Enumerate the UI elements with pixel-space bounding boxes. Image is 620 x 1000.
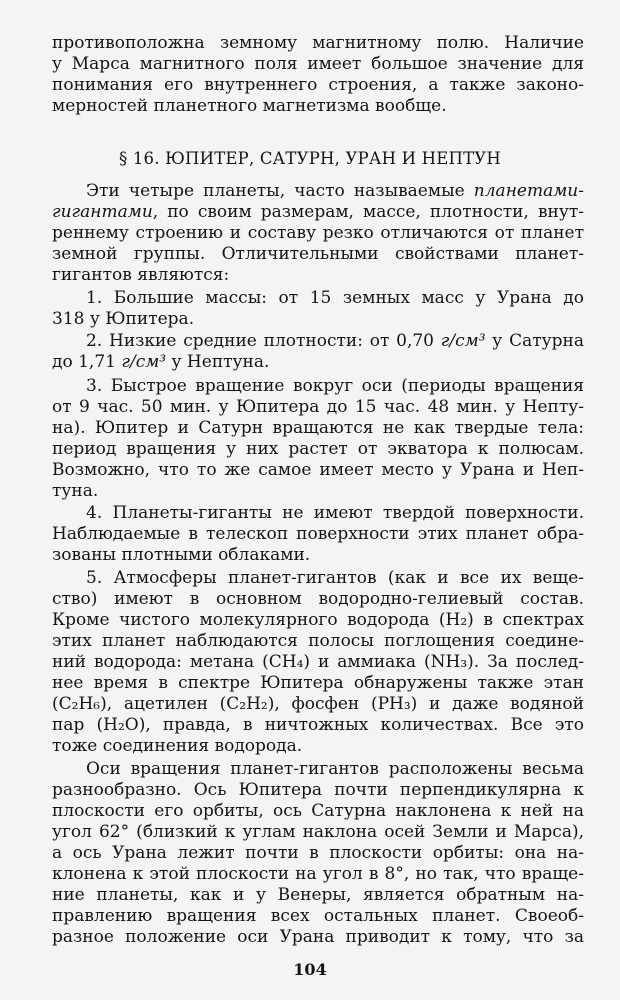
page-number: 104: [293, 960, 327, 979]
list-item: 3. Быстрое вращение вокруг оси (периоды вращения: [86, 376, 584, 396]
text-line: земной группы. Отличительными свойствами планет-: [52, 244, 584, 264]
section-heading: § 16. ЮПИТЕР, САТУРН, УРАН И НЕПТУН: [118, 149, 502, 168]
text-line: пар (H₂O), правда, в ничтожных количествах. Все это: [52, 715, 584, 735]
text-line: нее время в спектре Юпитера обнаружены также этан: [52, 673, 584, 693]
text-line: угол 62° (близкий к углам наклона осей Земли и Марса),: [52, 822, 584, 842]
text-line: 318 у Юпитера.: [52, 309, 195, 329]
list-item: 1. Большие массы: от 15 земных масс у Урана до: [86, 288, 584, 308]
text-line: а ось Урана лежит почти в плоскости орбиты: она на-: [52, 843, 584, 863]
text-line: период вращения у них растет от экватора к полюсам.: [52, 439, 584, 459]
text-line: Наблюдаемые в телескоп поверхности этих планет обра-: [52, 524, 584, 544]
text-line: зованы плотными облаками.: [52, 545, 311, 565]
text-line: гигантами, по своим размерам, массе, плотности, внут-: [52, 202, 584, 222]
list-item: 4. Планеты-гиганты не имеют твердой поверхности.: [86, 503, 584, 523]
text-line: понимания его внутреннего строения, а также законо-: [52, 75, 584, 95]
text-line: ний водорода: метана (CH₄) и аммиака (NH₃). За послед-: [52, 652, 584, 672]
text-line: у Марса магнитного поля имеет большое значение для: [52, 54, 584, 74]
text-line: клонена к этой плоскости на угол в 8°, но так, что враще-: [52, 864, 584, 884]
text-line: (C₂H₆), ацетилен (C₂H₂), фосфен (PH₃) и даже водяной: [52, 694, 584, 714]
text-line: плоскости его орбиты, ось Сатурна наклонена к ней на: [52, 801, 584, 821]
text-line: мерностей планетного магнетизма вообще.: [52, 96, 447, 116]
list-item: 2. Низкие средние плотности: от 0,70 г/см³ у Сатурна: [86, 331, 584, 351]
text-line: гигантов являются:: [52, 265, 230, 285]
text-line: от 9 час. 50 мин. у Юпитера до 15 час. 48 мин. у Непту-: [52, 397, 584, 417]
text-line: реннему строению и составу резко отличаются от планет: [52, 223, 584, 243]
text-line: ние планеты, как и у Венеры, является обратным на-: [52, 885, 584, 905]
text-line: ство) имеют в основном водородно-гелиевый состав.: [52, 589, 584, 609]
text-line: тоже соединения водорода.: [52, 736, 303, 756]
text-line: Эти четыре планеты, часто называемые планетами-: [86, 181, 584, 201]
text-line: этих планет наблюдаются полосы поглощения соедине-: [52, 631, 584, 651]
text-line: туна.: [52, 481, 99, 501]
text-line: Кроме чистого молекулярного водорода (H₂) в спектрах: [52, 610, 584, 630]
text-line: Оси вращения планет-гигантов расположены весьма: [86, 759, 584, 779]
text-line: правлению вращения всех остальных планет. Своеоб-: [52, 906, 584, 926]
text-line: противоположна земному магнитному полю. Наличие: [52, 33, 584, 53]
text-line: Возможно, что то же самое имеет место у Урана и Неп-: [52, 460, 584, 480]
text-line: разнообразно. Ось Юпитера почти перпендикулярна к: [52, 780, 584, 800]
text-line: до 1,71 г/см³ у Нептуна.: [52, 352, 270, 372]
text-line: разное положение оси Урана приводит к тому, что за: [52, 927, 584, 947]
list-item: 5. Атмосферы планет-гигантов (как и все их веще-: [86, 568, 584, 588]
text-line: на). Юпитер и Сатурн вращаются не как твердые тела:: [52, 418, 584, 438]
